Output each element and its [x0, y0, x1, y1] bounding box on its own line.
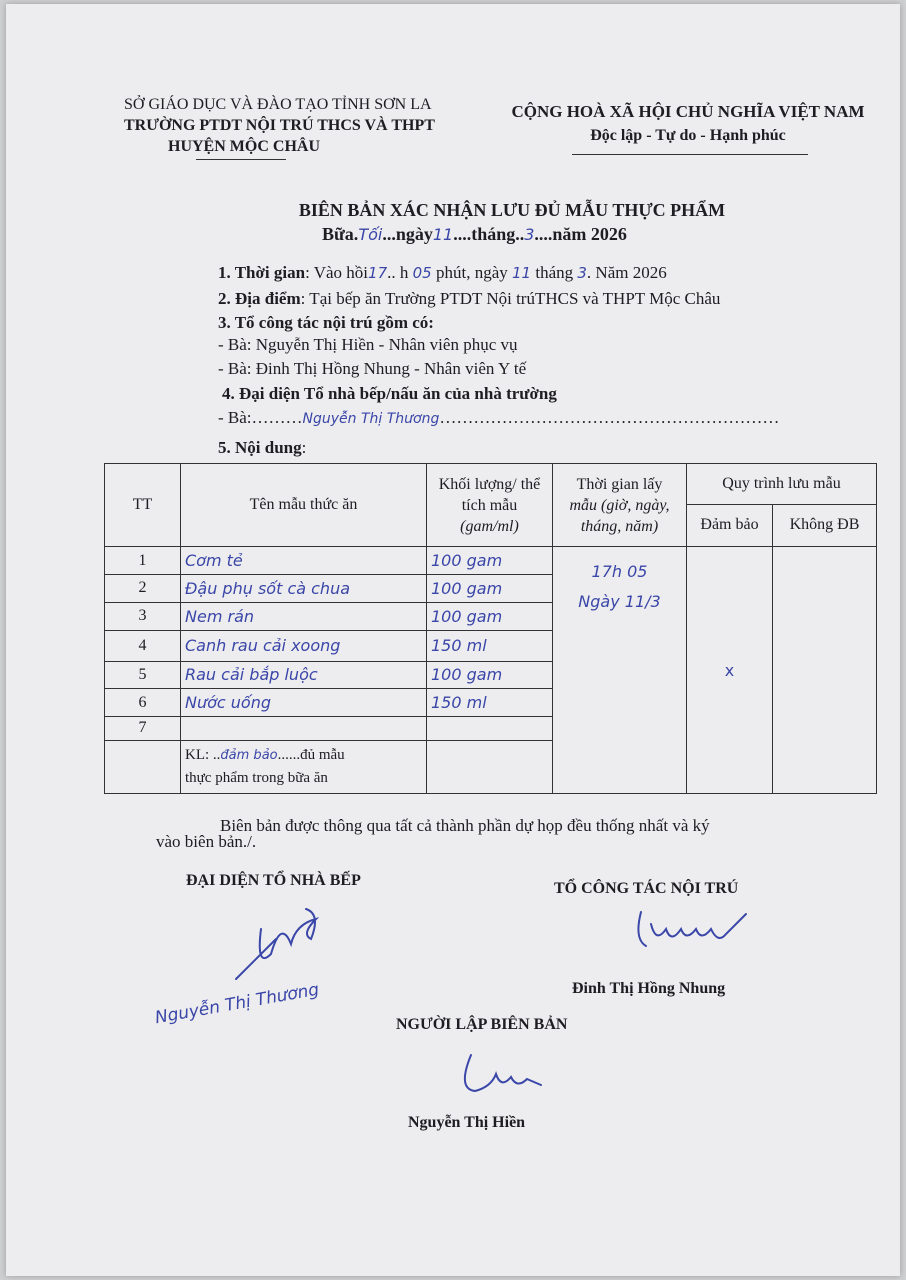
row-tt: 5 — [105, 661, 181, 689]
day-value: 11 — [432, 225, 454, 244]
closing-line-1: Biên bản được thông qua tất cả thành phần dự họp đều thống nhất và ký — [220, 816, 710, 835]
header-right-underline — [572, 154, 808, 155]
meal-value: Tối — [358, 225, 383, 244]
row-weight — [427, 717, 553, 740]
school-name: TRƯỜNG PTDT NỘI TRÚ THCS VÀ THPT — [124, 117, 435, 134]
recorder-signature-title: NGƯỜI LẬP BIÊN BẢN — [396, 1016, 568, 1033]
row-weight: 100 gam — [427, 547, 553, 575]
item-place: 2. Địa điểm: Tại bếp ăn Trường PTDT Nội trúTHCS và THPT Mộc Châu — [218, 289, 721, 308]
document-subtitle: Bữa.Tối...ngày11....tháng..3....năm 2026 — [322, 224, 627, 244]
recorder-signature-icon — [451, 1049, 551, 1099]
time-day: 11 — [512, 264, 532, 282]
time-value-date: Ngày 11/3 — [578, 592, 661, 612]
time-cell — [553, 547, 687, 794]
kitchen-signature-title: ĐẠI DIỆN TỔ NHÀ BẾP — [186, 872, 361, 889]
row-food-name: Cơm tẻ — [181, 547, 427, 575]
department-name: SỞ GIÁO DỤC VÀ ĐÀO TẠO TỈNH SƠN LA — [124, 96, 432, 113]
header-food-name: Tên mẫu thức ăn — [181, 464, 427, 547]
conclusion-cell: KL: ..đảm bảo......đủ mẫu thực phẩm trong bữa ăn — [181, 740, 427, 793]
item-content: 5. Nội dung: — [218, 438, 307, 457]
item-time: 1. Thời gian: Vào hồi17.. h 05 phút, ngày 11 tháng 3. Năm 2026 — [218, 263, 667, 282]
country-name: CỘNG HOÀ XÃ HỘI CHỦ NGHĨA VIỆT NAM — [511, 102, 865, 121]
food-sample-table — [104, 463, 877, 794]
header-right — [502, 100, 874, 148]
team-member-1: - Bà: Nguyễn Thị Hiền - Nhân viên phục vụ — [218, 335, 518, 354]
conclusion-tt — [105, 740, 181, 793]
kitchen-signature-icon — [216, 899, 336, 989]
row-food-name: Rau cải bắp luộc — [181, 661, 427, 689]
time-month: 3 — [577, 264, 587, 282]
row-tt: 7 — [105, 717, 181, 740]
document-title: BIÊN BẢN XÁC NHẬN LƯU ĐỦ MẪU THỰC PHẨM — [298, 200, 726, 220]
row-food-name — [181, 717, 427, 740]
row-weight: 100 gam — [427, 602, 553, 630]
closing-line-2: vào biên bản./. — [156, 832, 257, 851]
kitchen-rep: - Bà:………Nguyễn Thị Thương…………………………………………………… — [218, 408, 780, 427]
kitchen-signature-name: Nguyễn Thị Thương — [153, 979, 321, 1029]
month-value: 3 — [524, 225, 535, 244]
item-team-label: 3. Tổ công tác nội trú gồm có: — [218, 313, 434, 332]
time-hour: 17 — [368, 264, 388, 282]
header-tt: TT — [105, 464, 181, 547]
header-process: Quy trình lưu mẫu — [687, 464, 877, 505]
header-left-underline — [196, 159, 286, 160]
row-food-name: Nem rán — [181, 602, 427, 630]
recorder-name: Nguyễn Thị Hiền — [408, 1114, 526, 1131]
kitchen-rep-name: Nguyễn Thị Thương — [302, 411, 440, 427]
boarding-signer-name: Đinh Thị Hồng Nhung — [572, 980, 726, 997]
team-member-2: - Bà: Đinh Thị Hồng Nhung - Nhân viên Y tế — [218, 359, 527, 378]
row-food-name: Nước uống — [181, 689, 427, 717]
document-page — [6, 4, 900, 1276]
header-weight: Khối lượng/ thể tích mẫu (gam/ml) — [427, 464, 553, 547]
time-minute: 05 — [412, 264, 432, 282]
row-weight: 100 gam — [427, 575, 553, 603]
row-tt: 6 — [105, 689, 181, 717]
motto: Độc lập - Tự do - Hạnh phúc — [590, 127, 786, 144]
row-food-name: Canh rau cải xoong — [181, 630, 427, 661]
ok-check-cell — [687, 547, 773, 794]
row-weight: 150 ml — [427, 630, 553, 661]
row-weight: 100 gam — [427, 661, 553, 689]
boarding-signature-icon — [626, 904, 756, 954]
boarding-signature-title: TỔ CÔNG TÁC NỘI TRÚ — [554, 880, 739, 897]
check-mark: x — [724, 660, 735, 680]
row-food-name: Đậu phụ sốt cà chua — [181, 575, 427, 603]
row-weight: 150 ml — [427, 689, 553, 717]
conclusion-value: đảm bảo — [220, 748, 278, 764]
row-tt: 2 — [105, 575, 181, 603]
not-ok-cell — [773, 547, 877, 794]
header-not-ok: Không ĐB — [773, 504, 877, 547]
conclusion-weight — [427, 740, 553, 793]
header-left — [124, 94, 435, 157]
row-tt: 4 — [105, 630, 181, 661]
district-name: HUYỆN MỘC CHÂU — [168, 138, 320, 155]
item-kitchen-label: 4. Đại diện Tổ nhà bếp/nấu ăn của nhà trường — [222, 384, 557, 403]
header-ok: Đảm bảo — [687, 504, 773, 547]
row-tt: 3 — [105, 602, 181, 630]
header-time: Thời gian lấy mẫu (giờ, ngày, tháng, năm) — [553, 464, 687, 547]
time-value-hour: 17h 05 — [591, 562, 648, 582]
row-tt: 1 — [105, 547, 181, 575]
